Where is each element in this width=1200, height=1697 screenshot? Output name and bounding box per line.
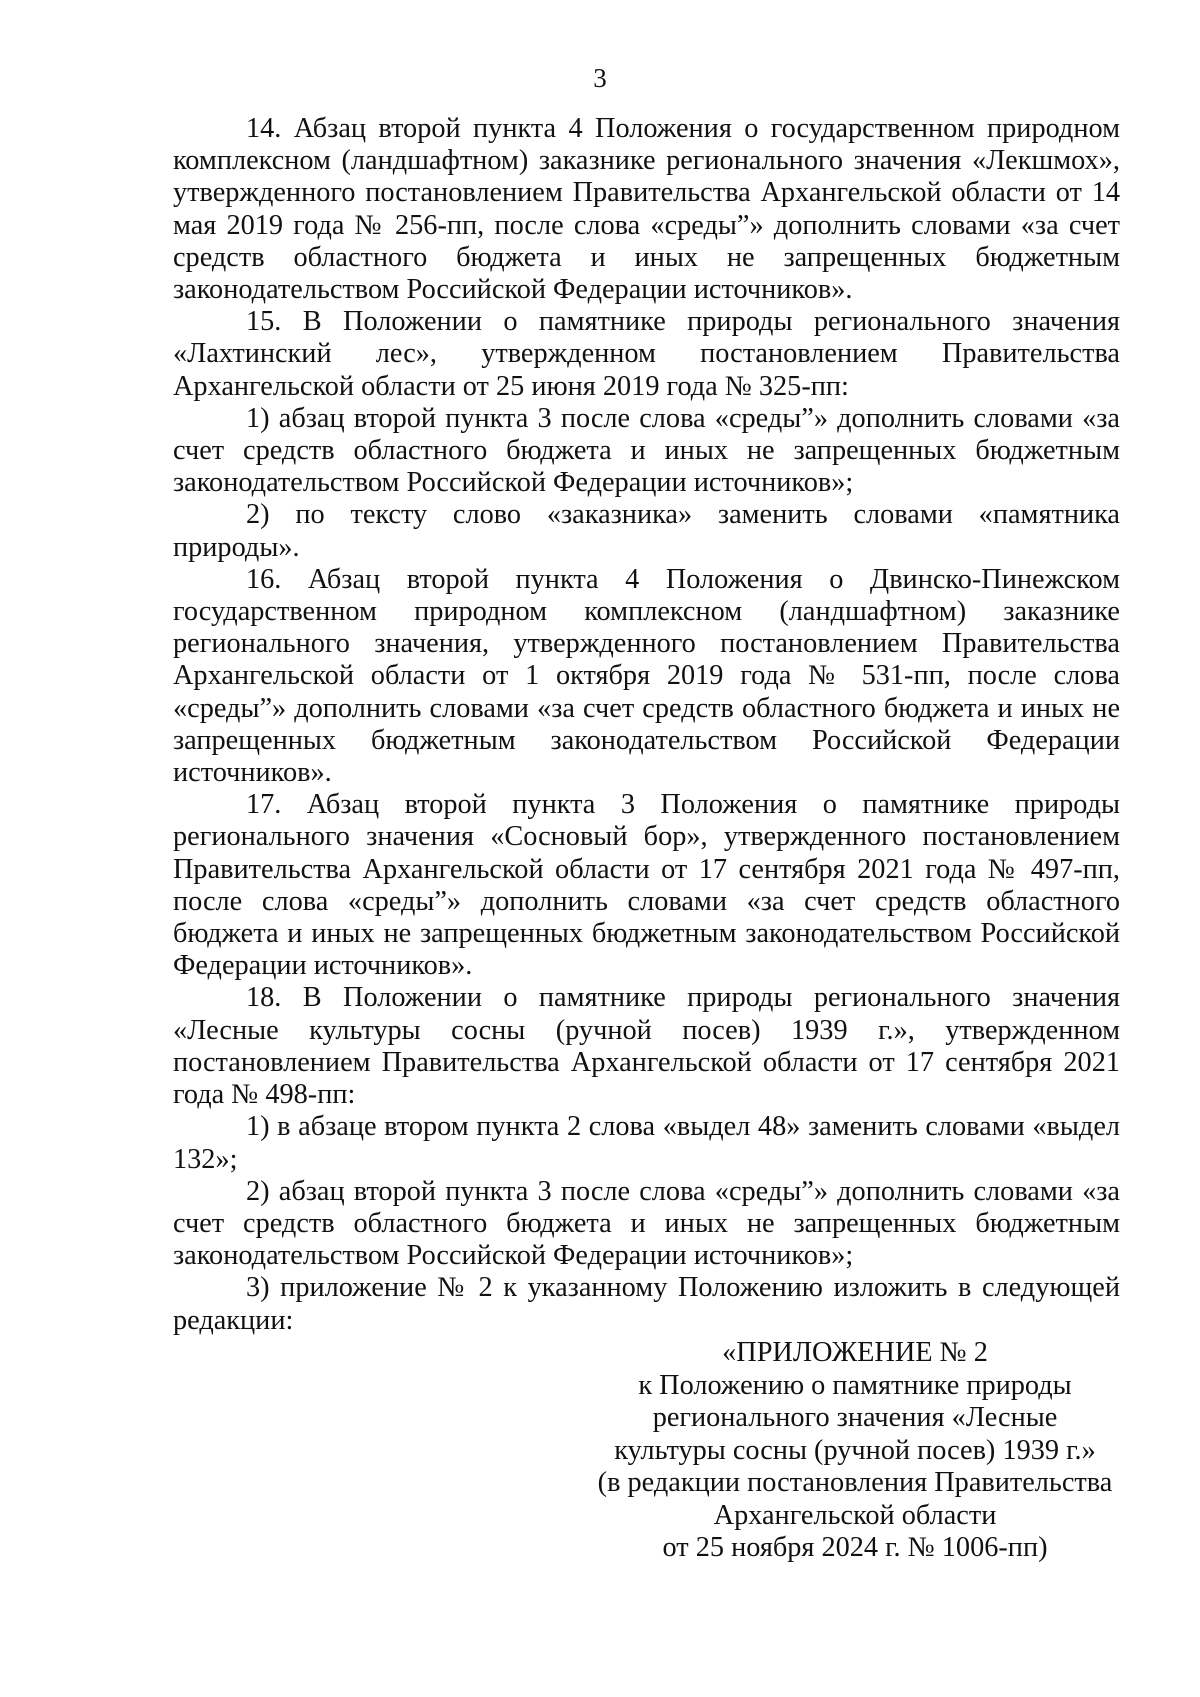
paragraph-18-item-2: 2) абзац второй пункта 3 после слова «среды”» дополнить словами «за счет средств областного бюджета и иных не запрещенных бюджетным законодательством Российской Федерации источников»;	[173, 1175, 1120, 1272]
appendix-title: «ПРИЛОЖЕНИЕ № 2	[722, 1337, 988, 1368]
paragraph-16: 16. Абзац второй пункта 4 Положения о Двинско-Пинежском государственном природном комплексном (ландшафтном) заказнике регионального значения, утвержденного постановлением Правительства Архангельской области от 1 октября 2019 года № 531-пп, после слова «среды”» дополнить словами «за счет средств областного бюджета и иных не запрещенных бюджетным законодательством Российской Федерации источников».	[173, 563, 1120, 789]
appendix-line: культуры сосны (ручной посев) 1939 г.»	[614, 1434, 1096, 1466]
document-body	[173, 113, 1120, 1337]
appendix-line: от 25 ноября 2024 г. № 1006-пп)	[662, 1532, 1048, 1563]
paragraph-18-item-3: 3) приложение № 2 к указанному Положению изложить в следующей редакции:	[173, 1272, 1120, 1336]
appendix-line: к Положению о памятнике природы	[638, 1369, 1072, 1401]
paragraph-15: 15. В Положении о памятнике природы регионального значения «Лахтинский лес», утвержденном постановлением Правительства Архангельской области от 25 июня 2019 года № 325-пп:	[173, 306, 1120, 402]
paragraph-15-item-2: 2) по тексту слово «заказника» заменить словами «памятника природы».	[173, 499, 1120, 563]
paragraph-18: 18. В Положении о памятнике природы регионального значения «Лесные культуры сосны (ручной посев) 1939 г.», утвержденном постановлением Правительства Архангельской области от 17 сентября 2021 года № 498-пп:	[173, 982, 1120, 1111]
appendix-line: (в редакции постановления Правительства	[597, 1467, 1113, 1498]
paragraph-15-item-1: 1) абзац второй пункта 3 после слова «среды”» дополнить словами «за счет средств областного бюджета и иных не запрещенных бюджетным законодательством Российской Федерации источников»;	[173, 402, 1120, 499]
paragraph-14: 14. Абзац второй пункта 4 Положения о государственном природном комплексном (ландшафтном) заказнике регионального значения «Лекшмох», утвержденного постановлением Правительства Архангельской области от 14 мая 2019 года № 256-пп, после слова «среды”» дополнить словами «за счет средств областного бюджета и иных не запрещенных бюджетным законодательством Российской Федерации источников».	[173, 113, 1120, 306]
appendix-heading-block	[585, 1337, 1125, 1565]
appendix-line: регионального значения «Лесные	[652, 1402, 1058, 1433]
page-number: 3	[593, 63, 607, 93]
paragraph-17: 17. Абзац второй пункта 3 Положения о памятнике природы регионального значения «Сосновый бор», утвержденного постановлением Правительства Архангельской области от 17 сентября 2021 года № 497-пп, после слова «среды”» дополнить словами «за счет средств областного бюджета и иных не запрещенных бюджетным законодательством Российской Федерации источников».	[173, 789, 1120, 982]
paragraph-18-item-1: 1) в абзаце втором пункта 2 слова «выдел 48» заменить словами «выдел 132»;	[173, 1111, 1120, 1175]
appendix-line: Архангельской области	[713, 1499, 997, 1531]
